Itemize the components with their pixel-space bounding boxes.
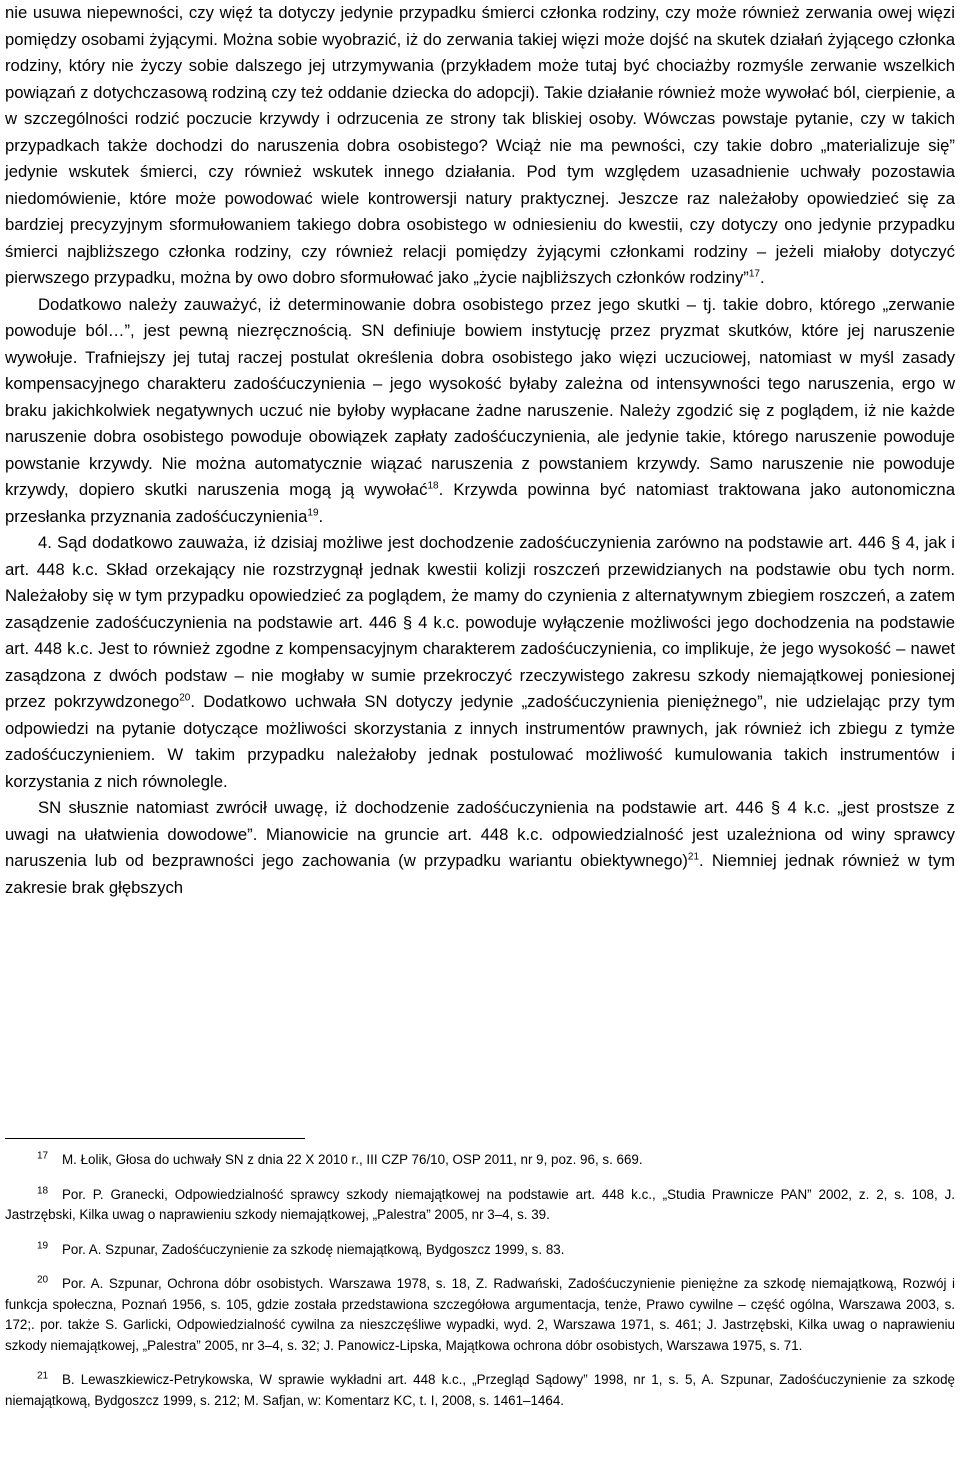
footnote-ref-21[interactable]: 21	[687, 851, 700, 863]
paragraph-text-end: .	[759, 268, 765, 287]
footnote-number: 19	[37, 1240, 49, 1252]
footnote-number: 18	[37, 1185, 49, 1197]
paragraph-text: SN słusznie natomiast zwrócił uwagę, iż dochodzenie zadośćuczynienia na podstawie art. 446 § 4 k.c. „jest prostsze z uwagi na ułatwienia dowodowe”. Mianowicie na gruncie art. 448 k.c. odpowiedzialność jest uzależniona od winy sprawcy naruszenia lub od bezprawności jego zachowania (w przypadku wariantu obiektywnego)	[5, 798, 955, 870]
footnote-number: 17	[37, 1150, 49, 1162]
paragraph-text: nie usuwa niepewności, czy więź ta dotyczy jedynie przypadku śmierci członka rodziny, czy może również zerwania owej więzi pomiędzy osobami żyjącymi. Można sobie wyobrazić, iż do zerwania takiej więzi może dojść na skutek działań żyjącego członka rodziny, który nie życzy sobie dalszego jej utrzymywania (przykładem może tutaj być chociażby rozmyśle zerwanie wszelkich powiązań z dotychczasową rodziną czy też oddanie dziecka do adopcji). Takie działanie również może wywołać ból, cierpienie, a w szczególności rodzić poczucie krzywdy i odrzucenia ze strony tak bliskiej osoby. Wówczas powstaje pytanie, czy w takich przypadkach także dochodzi do naruszenia dobra osobistego? Wciąż nie ma pewności, czy takie dobro „materializuje się” jedynie wskutek śmierci, czy również wskutek innego działania. Pod tym względem uzasadnienie uchwały pozostawia niedomówienie, które może powodować wiele kontrowersji natury praktycznej. Jeszcze raz należałoby opowiedzieć się za bardziej precyzyjnym sformułowaniem takiego dobra osobistego w odniesieniu do kwestii, czy dotyczy ono jedynie przypadku śmierci najbliższego członka rodziny, czy również relacji pomiędzy żyjącymi członkami rodziny – jeżeli miałoby dotyczyć pierwszego przypadku, można by owo dobro sformułować jako „życie najbliższych członków rodziny”	[5, 3, 955, 287]
footnotes	[5, 1150, 955, 1425]
footnote-ref-20[interactable]: 20	[179, 692, 191, 704]
footnote-separator	[5, 1138, 305, 1139]
paragraph-4	[5, 795, 955, 901]
footnote-ref-17[interactable]: 17	[748, 268, 760, 280]
paragraph-text-end: . Niemniej jednak również w tym zakresie brak głębszych	[5, 851, 956, 897]
footnote-number: 21	[37, 1370, 49, 1382]
footnote-17	[5, 1150, 955, 1171]
main-text	[5, 0, 955, 901]
footnote-text: Por. A. Szpunar, Ochrona dóbr osobistych. Warszawa 1978, s. 18, Z. Radwański, Zadośćuczynienie pieniężne za szkodę niemajątkową, Rozwój i funkcja społeczna, Poznań 1956, s. 105, gdzie została przedstawiona szczegółowa argumentacja, tenże, Prawo cywilne – część ogólna, Warszawa 2003, s. 172;. por. także S. Garlicki, Odpowiedzialność cywilna za nieszczęśliwe wypadki, wyd. 2, Warszawa 1971, s. 461; J. Jastrzębski, Kilka uwag o naprawieniu szkody niemajątkowej, „Palestra” 2005, nr 3–4, s. 32; J. Panowicz-Lipska, Majątkowa ochrona dóbr osobistych, Warszawa 1975, s. 71.	[5, 1276, 955, 1353]
paragraph-text-end: . Dodatkowo uchwała SN dotyczy jedynie „zadośćuczynienia pieniężnego”, nie udzielając przy tym odpowiedzi na pytanie dotyczące możliwości skorzystania z innych instrumentów prawnych, jak również ich zbiegu z tymże zadośćuczynieniem. W takim przypadku należałoby jednak postulować możliwość kumulowania takich instrumentów i korzystania z nich równolegle.	[5, 692, 955, 791]
footnote-18	[5, 1185, 955, 1226]
footnote-21	[5, 1370, 955, 1411]
paragraph-2	[5, 292, 955, 531]
footnote-number: 20	[37, 1274, 49, 1286]
paragraph-text-end: .	[318, 506, 324, 526]
paragraph-1	[5, 0, 955, 292]
footnote-text: M. Łolik, Głosa do uchwały SN z dnia 22 X 2010 r., III CZP 76/10, OSP 2011, nr 9, poz. 96, s. 669.	[62, 1152, 643, 1167]
footnote-19	[5, 1240, 955, 1261]
paragraph-text: Dodatkowo należy zauważyć, iż determinowanie dobra osobistego przez jego skutki – tj. takie dobro, którego „zerwanie powoduje ból…”, jest pewną niezręcznością. SN definiuje bowiem instytucję przez pryzmat skutków, które jej naruszenie wywołuje. Trafniejszy jej tutaj raczej postulat określenia dobra osobistego jako więzi uczuciowej, natomiast w myśl zasady kompensacyjnego charakteru zadośćuczynienia – jego wysokość byłaby zależna od intensywności tego naruszenia, ergo w braku jakichkolwiek negatywnych uczuć nie byłoby wypłacane żadne naruszenie. Należy zgodzić się z poglądem, iż nie każde naruszenie dobra osobistego powoduje obowiązek zapłaty zadośćuczynienia, ale jedynie takie, którego naruszenie powoduje powstanie krzywdy. Nie można automatycznie wiązać naruszenia z powstaniem krzywdy. Samo naruszenie nie powoduje krzywdy, dopiero skutki naruszenia mogą ją wywołać	[5, 294, 955, 499]
footnote-text: Por. A. Szpunar, Zadośćuczynienie za szkodę niemajątkową, Bydgoszcz 1999, s. 83.	[62, 1241, 565, 1257]
footnote-text: Por. P. Granecki, Odpowiedzialność sprawcy szkody niemajątkowej na podstawie art. 448 k.c., „Studia Prawnicze PAN” 2002, z. 2, s. 108, J. Jastrzębski, Kilka uwag o naprawieniu szkody niemajątkowej, „Palestra” 2005, nr 3–4, s. 39.	[5, 1186, 955, 1222]
footnote-ref-19[interactable]: 19	[307, 506, 319, 518]
paragraph-text-mid: . Krzywda powinna być natomiast traktowana jako autonomiczna przesłanka przyznania zadośćuczynienia	[5, 480, 955, 526]
paragraph-text: 4. Sąd dodatkowo zauważa, iż dzisiaj możliwe jest dochodzenie zadośćuczynienia zarówno na podstawie art. 446 § 4, jak i art. 448 k.c. Skład orzekający nie rozstrzygnął jednak kwestii kolizji roszczeń przewidzianych na podstawie obu tych norm. Należałoby się w tym przypadku opowiedzieć za poglądem, że mamy do czynienia z alternatywnym zbiegiem roszczeń, a zatem zasądzenie zadośćuczynienia na podstawie art. 446 § 4 k.c. powoduje wyłączenie możliwości jego dochodzenia na podstawie art. 448 k.c. Jest to również zgodne z kompensacyjnym charakterem zadośćuczynienia, co implikuje, że jego wysokość – nawet zasądzona z dwóch podstaw – nie mogłaby w sumie przekroczyć rzeczywistego zakresu szkody niemajątkowej poniesionej przez pokrzywdzonego	[5, 533, 955, 711]
paragraph-3	[5, 530, 955, 795]
footnote-ref-18[interactable]: 18	[427, 480, 439, 492]
footnote-20	[5, 1274, 955, 1356]
footnote-text: B. Lewaszkiewicz-Petrykowska, W sprawie wykładni art. 448 k.c., „Przegląd Sądowy” 1998, nr 1, s. 5, A. Szpunar, Zadośćuczynienie za szkodę niemajątkową, Bydgoszcz 1999, s. 212; M. Safjan, w: Komentarz KC, t. I, 2008, s. 1461–1464.	[5, 1372, 955, 1408]
